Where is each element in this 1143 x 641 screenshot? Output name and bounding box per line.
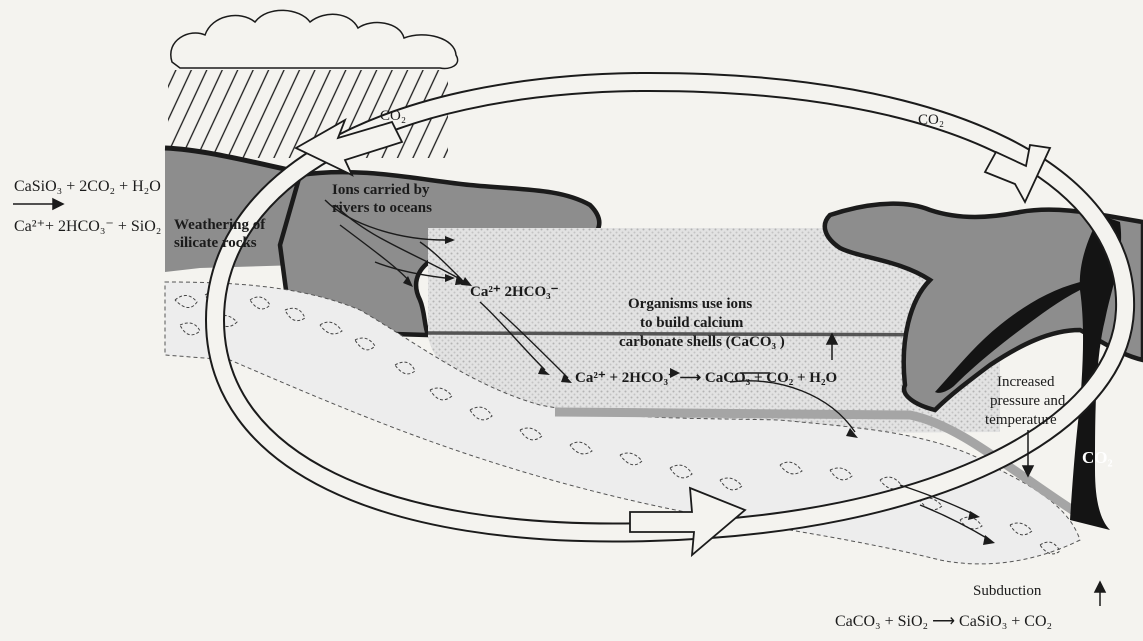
increased-line3: temperature bbox=[985, 412, 1057, 428]
ions-carried-line2: rivers to oceans bbox=[332, 200, 432, 216]
weathering-label-line2: silicate rocks bbox=[174, 235, 257, 251]
weathering-label-line1: Weathering of bbox=[174, 217, 266, 233]
organisms-line3: carbonate shells (CaCO₃ ) bbox=[619, 334, 785, 350]
co2-atmosphere-right: CO₂ bbox=[918, 112, 945, 128]
increased-line2: pressure and bbox=[990, 393, 1066, 409]
volcano-co2-label: CO₂ bbox=[1082, 448, 1113, 467]
increased-line1: Increased bbox=[997, 374, 1055, 390]
metamorphic-equation: CaCO₃ + SiO₂ ⟶ CaSiO₃ + CO₂ bbox=[835, 613, 1053, 630]
weathering-equation-products: Ca²⁺+ 2HCO₃⁻ + SiO₂ bbox=[14, 218, 162, 235]
rain-cloud-icon bbox=[171, 10, 458, 68]
organisms-line1: Organisms use ions bbox=[628, 296, 753, 312]
organisms-line2: to build calcium bbox=[640, 315, 744, 331]
weathering-equation-reactants: CaSiO₃ + 2CO₂ + H₂O bbox=[14, 178, 161, 195]
shell-reaction: Ca²⁺ + 2HCO₃⁻ ⟶ CaCO₃ + CO₂ + H₂O bbox=[575, 370, 838, 386]
ions-carried-line1: Ions carried by bbox=[332, 182, 430, 198]
ions-in-ocean-label: Ca²⁺ 2HCO₃⁻ bbox=[470, 284, 559, 300]
subduction-label: Subduction bbox=[973, 583, 1042, 599]
co2-atmosphere-left: CO₂ bbox=[380, 108, 407, 124]
